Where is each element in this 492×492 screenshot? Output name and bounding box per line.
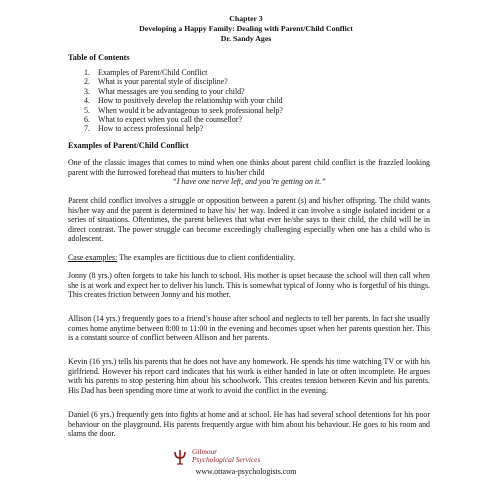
toc-item: 1. Examples of Parent/Child Conflict bbox=[84, 68, 208, 77]
case-examples-note bbox=[68, 253, 430, 263]
website-url: www.ottawa-psychologists.com bbox=[195, 467, 297, 476]
toc-item: 5. When would it be advantageous to seek professional help? bbox=[84, 105, 283, 115]
chapter-title: Developing a Happy Family: Dealing with Parent/Child Conflict bbox=[139, 24, 353, 33]
definition-paragraph: Parent child conflict involves a struggle or opposition between a parent (s) and his/her offspring. The child wants his/her way and the parent is determined to have his/ her way. Indeed it can involve a single isolated incident or a series of situations. Oftentimes, the parent believes that what ever he/she says to their child, the child will be in direct contrast. The power struggle can become exceedingly challenging especially when one has a child who is adolescent. bbox=[68, 196, 430, 244]
footer-logo bbox=[173, 448, 333, 466]
logo-line-2: Psychological Services bbox=[192, 455, 261, 465]
quote: “I have one nerve left, and you’re getting on it.” bbox=[172, 177, 326, 186]
toc-item: 3. What messages are you sending to your child? bbox=[84, 86, 245, 96]
case-allison: Allison (14 yrs.) frequently goes to a friend’s house after school and neglects to tell her parents. In fact she usually comes home anytime between 8:00 to 11:00 in the evening and becomes upset when her parents question her. This is a constant source of conflict between Allison and her parents. bbox=[68, 314, 430, 343]
case-examples-text: The examples are fictitious due to client confidentiality. bbox=[117, 253, 296, 262]
chapter-label: Chapter 3 bbox=[229, 14, 263, 23]
intro-paragraph: One of the classic images that comes to mind when one thinks about parent child conflict is the frazzled looking parent with the furrowed forehead that mutters to his/her child bbox=[68, 158, 430, 177]
case-jonny: Jonny (8 yrs.) often forgets to take his lunch to school. His mother is upset because the school will then call when she is at work and expect her to deliver his lunch. This is somewhat typical of Jonny who is forgetful of his things. This creates friction between Jonny and his mother. bbox=[68, 271, 430, 300]
case-examples-label: Case examples: bbox=[68, 253, 118, 262]
toc-item: 7. How to access professional help? bbox=[84, 124, 204, 134]
table-of-contents bbox=[84, 68, 444, 134]
toc-item: 6. What to expect when you call the counsellor? bbox=[84, 115, 242, 125]
case-kevin: Kevin (16 yrs.) tells his parents that he does not have any homework. He spends his time watching TV or with his girlfriend. However his report card indicates that his work is either handed in late or often incomplete. He argues with his parents to stop pestering him about his schoolwork. This creates tension between Kevin and his parents. His Dad has been spending more time at work to avoid the conflict in the evening. bbox=[68, 357, 430, 395]
psi-icon bbox=[173, 449, 187, 465]
toc-item: 2. What is your parental style of discipline? bbox=[84, 77, 228, 87]
case-daniel: Daniel (6 yrs.) frequently gets into fights at home and at school. He has had several school detentions for his poor behaviour on the playground. His parents frequently argue with him about his behaviour. He goes to his room and slams the door. bbox=[68, 410, 430, 439]
logo-text bbox=[192, 448, 260, 465]
logo-line-1: Gilmour bbox=[192, 447, 218, 456]
toc-item: 4. How to positively develop the relationship with your child bbox=[84, 96, 283, 106]
toc-heading: Table of Contents bbox=[68, 53, 130, 62]
section-heading: Examples of Parent/Child Conflict bbox=[68, 141, 189, 150]
author-name: Dr. Sandy Ages bbox=[220, 34, 272, 43]
